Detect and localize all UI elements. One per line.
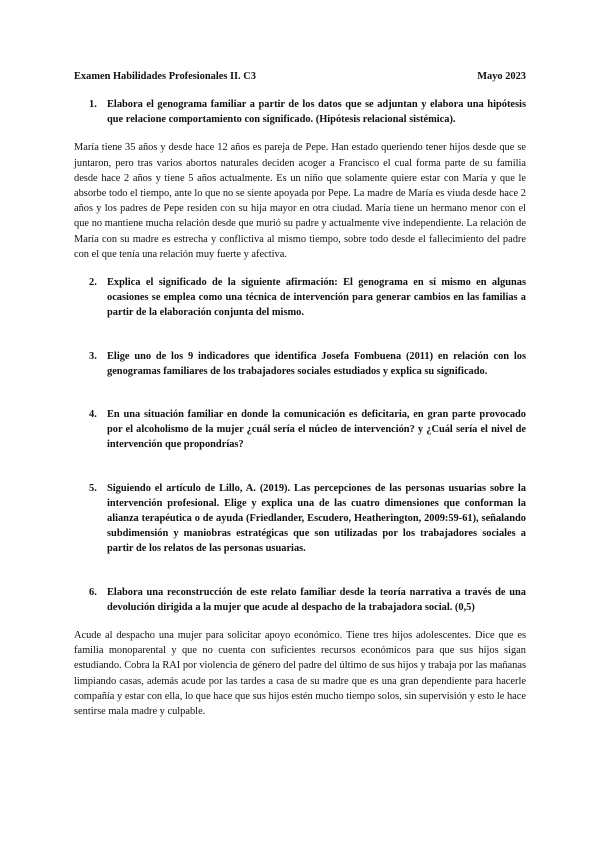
- question-4: [74, 407, 526, 453]
- exam-date: Mayo 2023: [477, 71, 526, 82]
- question-3-text: Elige uno de los 9 indicadores que identifica Josefa Fombuena (2011) en relación con los genogramas familiares de los trabajadores sociales estudiados y explica su significado.: [107, 350, 526, 377]
- exam-page: [74, 70, 526, 719]
- question-1: [74, 97, 526, 127]
- case-1-paragraph: María tiene 35 años y desde hace 12 años es pareja de Pepe. Han estado queriendo tener hijos desde que se juntaron, pero tras varios abortos naturales deciden acoger a Francisco el cual forma parte de su familia desde hace 2 años y tiene 5 años actualmente. Es un niño que solamente quiere estar con María y que le absorbe todo el tiempo, ante lo que no se siente apoyada por Pepe. La madre de María es viuda desde hace 2 años y los padres de Pepe residen con su hija mayor en otra ciudad. María tiene un hermano menor con el que no mantiene mucha relación desde que murió su padre y actualmente vive independiente. La relación de María con su madre es estrecha y conflictiva al mismo tiempo, sobre todo desde el fallecimiento del padre con el que tenía una relación muy fuerte y afectiva.: [74, 142, 526, 260]
- question-3-number: 3.: [89, 350, 97, 362]
- question-5: [74, 481, 526, 557]
- question-1-number: 1.: [89, 99, 97, 110]
- document-header: [74, 70, 526, 83]
- question-3: [74, 349, 526, 379]
- question-6: [74, 585, 526, 615]
- question-2-text: Explica el significado de la siguiente afirmación: El genograma en sí mismo en algunas ocasiones se emplea como una técnica de intervención para generar cambios en las familias a partir de la elaboración conjunta del mismo.: [107, 277, 526, 319]
- question-6-number: 6.: [89, 586, 97, 598]
- question-6-text: Elabora una reconstrucción de este relato familiar desde la teoría narrativa a través de una devolución dirigida a la mujer que acude al despacho de la trabajadora social. (0,5): [107, 586, 526, 613]
- question-4-number: 4.: [89, 409, 97, 421]
- question-2: [74, 275, 526, 321]
- exam-title: Examen Habilidades Profesionales II. C3: [74, 71, 256, 82]
- question-5-number: 5.: [89, 482, 97, 494]
- question-2-number: 2.: [89, 277, 97, 289]
- question-5-text: Siguiendo el artículo de Lillo, A. (2019). Las percepciones de las personas usuarias sobre la intervención profesional. Elige y explica una de las cuatro dimensiones que conforman la alianza terapéutica o de ayuda (Friedlander, Escudero, Heatherington, 2009:59-61), señalando subdimensión y maniobras estratégicas que son utilizadas por los trabajadores sociales a partir de los relatos de las personas usuarias.: [107, 482, 526, 555]
- question-1-text: Elabora el genograma familiar a partir de los datos que se adjuntan y elabora una hipótesis que relacione comportamiento con significado. (Hipótesis relacional sistémica).: [107, 99, 526, 126]
- case-2-paragraph: Acude al despacho una mujer para solicitar apoyo económico. Tiene tres hijos adolescentes. Dice que es familia monoparental y que no cuenta con suficientes recursos económicos para que sus hijos sigan estudiando. Cobra la RAI por violencia de género del padre del último de sus hijos y trabaja por las mañanas limpiando casas, además acude por las tardes a casa de su madre que es una gran dependiente para hacerle compañía y estar con ella, lo que hace que sus hijos estén mucho tiempo solos, sin supervisión y esto le hace sentirse mala madre y culpable.: [74, 630, 526, 718]
- question-4-text: En una situación familiar en donde la comunicación es deficitaria, en gran parte provocado por el alcoholismo de la mujer ¿cuál sería el núcleo de intervención? y ¿Cuál sería el nivel de intervención que propondrías?: [107, 409, 526, 451]
